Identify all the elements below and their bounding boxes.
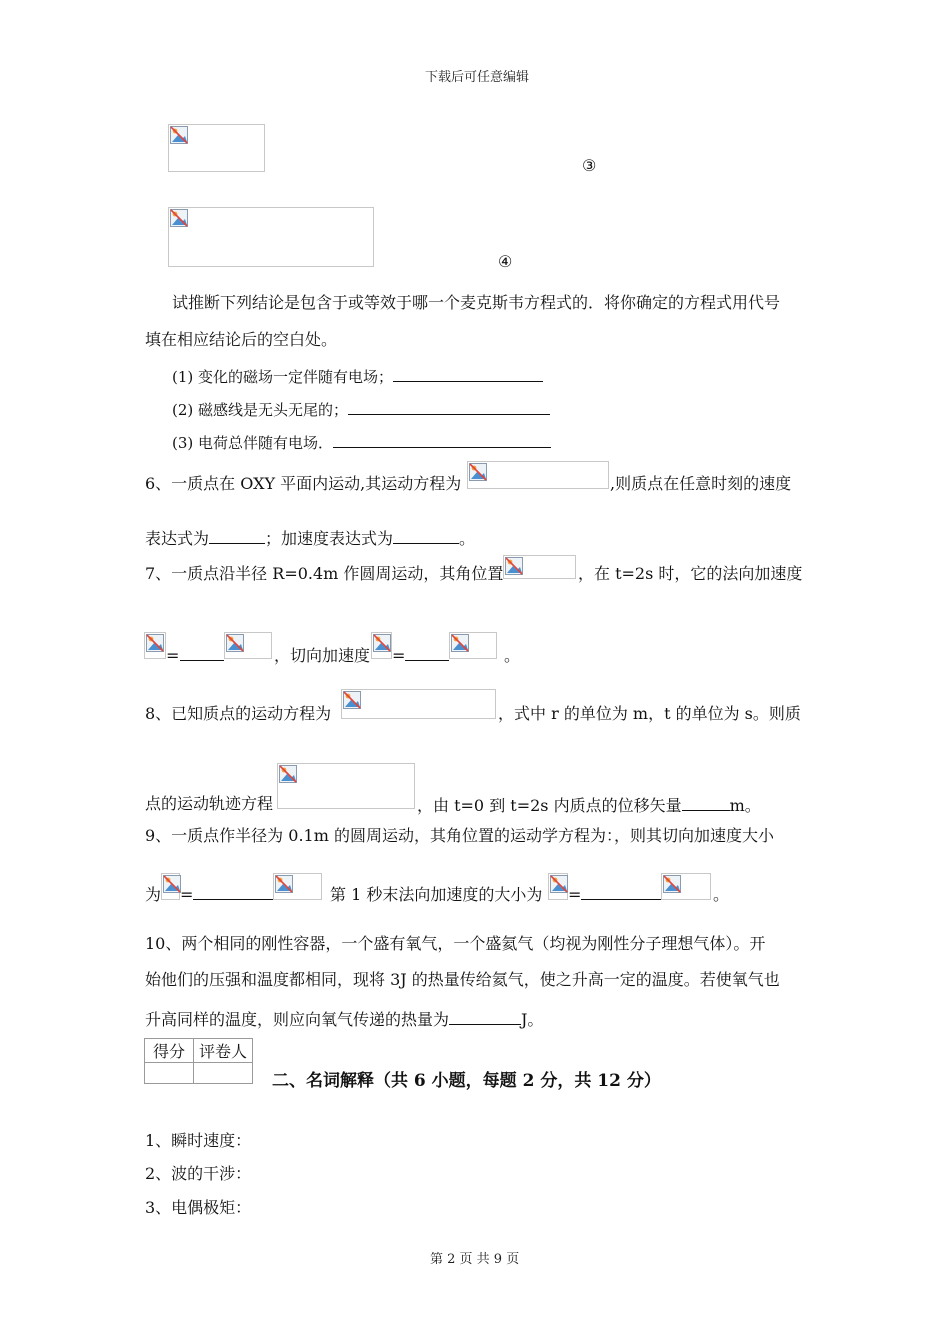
section-2-title: 二、名词解释（共 6 小题，每题 2 分，共 12 分）	[272, 1071, 661, 1091]
q9-blank-tangential[interactable]	[193, 883, 273, 900]
q6-line-2	[145, 527, 475, 549]
conclusion-text-2: (2) 磁感线是无头无尾的；	[172, 401, 349, 419]
q7-text-b: ，在 t=2s 时，它的法向加速度	[578, 564, 803, 583]
q10-blank-heat[interactable]	[449, 1008, 521, 1025]
q8-blank-displacement[interactable]	[682, 794, 730, 811]
q10-line-3	[145, 1008, 543, 1030]
q6-text-a: 6、一质点在 OXY 平面内运动,其运动方程为	[145, 474, 462, 493]
q10-text-b: J。	[521, 1010, 544, 1029]
broken-image-icon	[469, 463, 487, 481]
broken-image-icon	[451, 634, 469, 652]
q8-text-d: ，由 t=0 到 t=2s 内质点的位移矢量	[417, 796, 682, 815]
equation-marker-4: ④	[498, 252, 513, 271]
q6-text-b: ,则质点在任意时刻的速度	[610, 474, 792, 493]
term-item-3: 3、电偶极矩：	[145, 1198, 252, 1217]
q6-equation-image	[467, 461, 609, 489]
q9-blank-normal[interactable]	[581, 883, 661, 900]
q8-text-c: 点的运动轨迹方程	[145, 794, 274, 813]
page-header: 下载后可任意编辑	[425, 70, 530, 85]
broken-image-icon	[146, 634, 164, 652]
answer-blank-2[interactable]	[348, 398, 550, 415]
score-header: 得分	[145, 1039, 194, 1063]
score-table	[144, 1038, 253, 1084]
answer-blank-3[interactable]	[333, 431, 551, 448]
broken-image-icon	[226, 634, 244, 652]
broken-image-icon	[163, 875, 181, 893]
q7-text-end: 。	[504, 646, 521, 665]
q7-an-symbol-image	[144, 632, 166, 659]
term-item-1: 1、瞬时速度：	[145, 1131, 252, 1150]
q9-eq-2: =	[568, 885, 582, 904]
q7-eq-1: =	[166, 646, 180, 665]
conclusion-item-1	[172, 365, 543, 387]
conclusion-item-2	[172, 398, 550, 420]
conclusion-text-1: (1) 变化的磁场一定伴随有电场；	[172, 368, 394, 386]
q6-text-d: ；加速度表达式为	[265, 529, 394, 548]
broken-image-icon	[279, 765, 297, 783]
q10-line-1: 10、两个相同的刚性容器，一个盛有氧气，一个盛氦气（均视为刚性分子理想气体）。开	[145, 934, 766, 953]
q7-blank-normal[interactable]	[180, 644, 224, 661]
q9-at-symbol-image	[161, 873, 180, 900]
q10-line-2: 始他们的压强和温度都相同，现将 3J 的热量传给氦气，使之升高一定的温度。若使氧气也	[145, 970, 780, 989]
q9-an-unit-image	[661, 873, 711, 900]
term-item-2: 2、波的干涉：	[145, 1164, 252, 1183]
q9-at-unit-image	[273, 873, 322, 900]
equation-marker-3: ③	[582, 156, 597, 175]
broken-image-icon	[550, 875, 568, 893]
broken-image-icon	[663, 875, 681, 893]
q7-angle-image	[503, 555, 576, 579]
q9-text-b: 为	[145, 885, 162, 904]
q8-text-b: ，式中 r 的单位为 m，t 的单位为 s。则质	[498, 704, 801, 723]
q8-equation-image	[341, 689, 496, 719]
q7-text-a: 7、一质点沿半径 R=0.4m 作圆周运动，其角位置	[145, 564, 504, 583]
q7-an-unit-image	[224, 632, 272, 659]
q7-blank-tangential[interactable]	[405, 644, 449, 661]
intro-line-1: 试推断下列结论是包含于或等效于哪一个麦克斯韦方程式的．将你确定的方程式用代号	[172, 293, 781, 312]
grader-header: 评卷人	[194, 1039, 253, 1063]
q6-blank-acceleration[interactable]	[393, 527, 459, 544]
broken-image-icon	[343, 691, 361, 709]
q8-text-e: m。	[729, 796, 761, 815]
q6-text-e: 。	[459, 529, 476, 548]
q7-at-symbol-image	[371, 632, 392, 659]
q9-eq-1: =	[180, 885, 194, 904]
q7-text-mid: ，切向加速度	[274, 646, 371, 665]
score-cell[interactable]	[145, 1063, 194, 1084]
q8-trajectory-image	[277, 763, 415, 809]
equation-image-4	[168, 207, 374, 267]
q8-text-a: 8、已知质点的运动方程为	[145, 704, 332, 723]
grader-cell[interactable]	[194, 1063, 253, 1084]
q6-text-c: 表达式为	[145, 529, 210, 548]
broken-image-icon	[170, 209, 188, 227]
intro-line-2: 填在相应结论后的空白处。	[145, 330, 338, 349]
conclusion-text-3: (3) 电荷总伴随有电场．	[172, 434, 334, 452]
equation-image-3	[168, 124, 265, 172]
conclusion-item-3	[172, 431, 551, 453]
broken-image-icon	[275, 875, 293, 893]
q6-blank-velocity[interactable]	[209, 527, 265, 544]
page-footer: 第 2 页 共 9 页	[430, 1252, 520, 1267]
answer-blank-1[interactable]	[393, 365, 543, 382]
q9-text-a: 9、一质点作半径为 0.1m 的圆周运动，其角位置的运动学方程为：，则其切向加速度大小	[145, 826, 774, 845]
q9-text-mid: 第 1 秒末法向加速度的大小为	[330, 885, 543, 904]
q8-line-2b	[417, 794, 761, 816]
q9-text-end: 。	[713, 885, 730, 904]
q7-eq-2: =	[392, 646, 406, 665]
broken-image-icon	[505, 557, 523, 575]
broken-image-icon	[373, 634, 391, 652]
q7-at-unit-image	[449, 632, 497, 659]
broken-image-icon	[170, 126, 188, 144]
q9-an-symbol-image	[548, 873, 568, 900]
q10-text-a: 升高同样的温度，则应向氧气传递的热量为	[145, 1010, 450, 1029]
